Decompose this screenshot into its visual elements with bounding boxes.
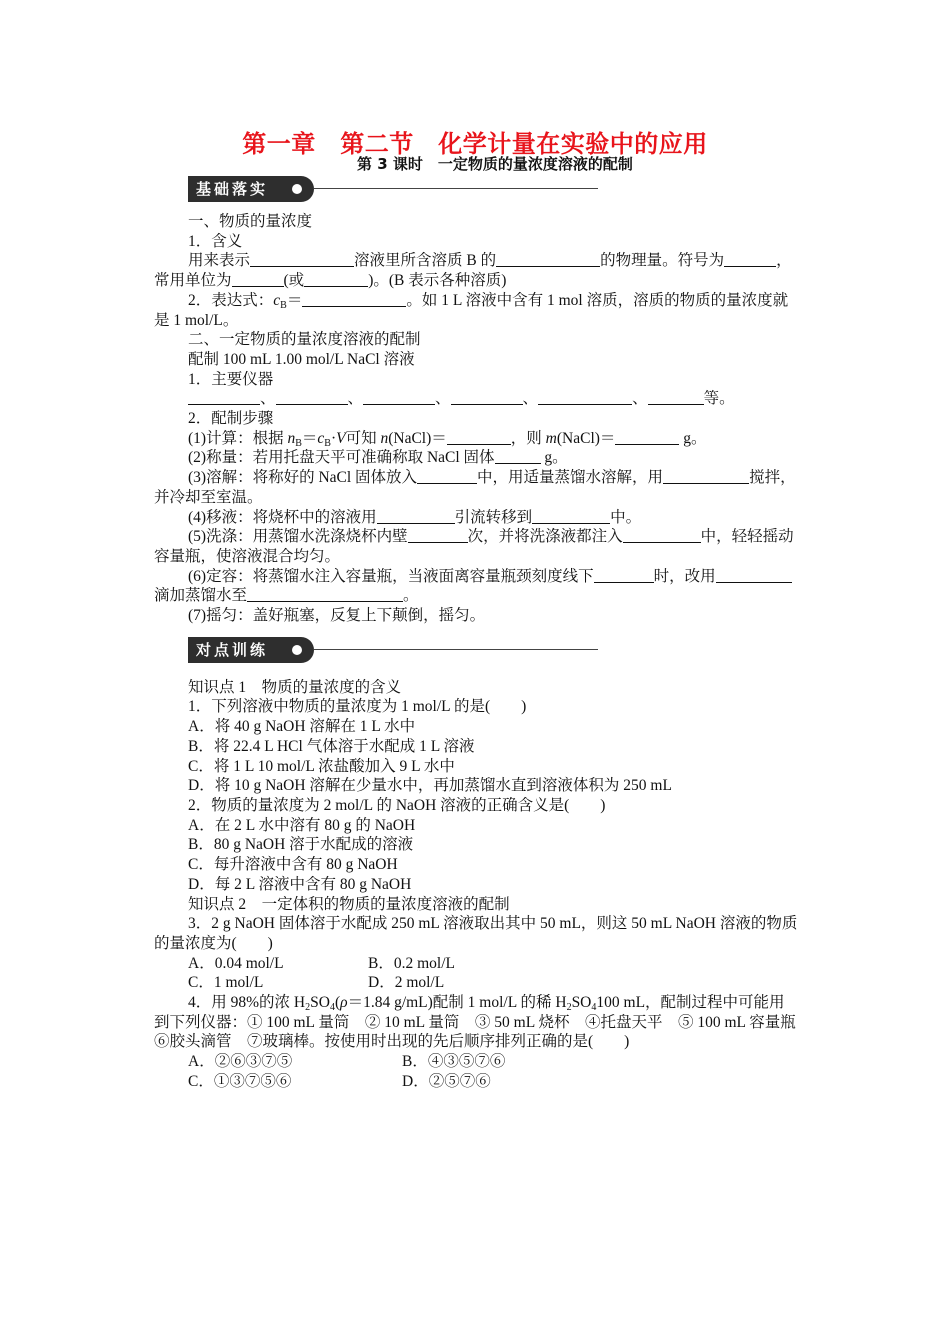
answer-blank[interactable] [250,252,354,267]
section-label: 基础落实 [188,176,314,202]
heading-meaning: 1．含义 [188,232,243,250]
step-fill: (6)定容：将蒸馏水注入容量瓶，当液面离容量瓶颈刻度线下 时，改用滴加蒸馏水至 。 [154,567,800,606]
options-row [154,1072,800,1092]
answer-blank[interactable] [648,390,704,405]
heading-preparation: 二、一定物质的量浓度溶液的配制 [188,331,421,349]
option-3a[interactable]: A．0.04 mol/L [188,954,284,972]
options-row [154,954,800,974]
banner-divider [314,188,598,189]
options-row [154,973,800,993]
step-shake: (7)摇匀：盖好瓶塞，反复上下颠倒，摇匀。 [188,607,486,625]
paragraph-definition: 用来表示 溶液里所含溶质 B 的 的物理量。符号为 ，常用单位为 (或 )。(B 表示各种溶质) [154,252,792,290]
answer-blank[interactable] [496,252,600,267]
question-3: 3．2 g NaOH 固体溶于水配成 250 mL 溶液取出其中 50 mL，则这 50 mL NaOH 溶液的物质的量浓度为( ) [154,915,798,952]
paragraph-expression: 2．表达式：$c_B=$ 。如 1 L 溶液中含有 1 mol 溶质，溶质的物质的量浓度就是 1 mol/L。 [154,291,789,329]
knowledge-point-1: 知识点 1 物质的量浓度的含义 [188,678,402,696]
heading-steps: 2．配制步骤 [188,410,274,428]
option-1a[interactable]: A．将 40 g NaOH 溶解在 1 L 水中 [188,718,416,736]
answer-blank[interactable] [417,469,477,484]
option-2b[interactable]: B．80 g NaOH 溶于水配成的溶液 [188,836,414,854]
answer-blank[interactable] [594,568,654,583]
option-2c[interactable]: C．每升溶液中含有 80 g NaOH [188,856,398,874]
answer-blank[interactable] [732,568,792,583]
answer-blank[interactable] [276,390,348,405]
step-transfer: (4)移液：将烧杯中的溶液用 引流转移到 中。 [188,508,642,526]
step-dissolve: (3)溶解：将称好的 NaCl 固体放入 中，用适量蒸馏水溶解，用 搅拌，并冷却至室温。 [154,469,796,506]
answer-blank[interactable] [495,449,541,464]
lesson-subtitle: 第 3 课时 一定物质的量浓度溶液的配制 [357,155,633,173]
answer-blank[interactable] [615,430,679,445]
section-label: 对点训练 [188,637,314,663]
answer-blank[interactable] [538,390,632,405]
answer-blank[interactable] [247,587,403,602]
knowledge-point-2: 知识点 2 一定体积的物质的量浓度溶液的配制 [188,895,510,913]
answer-blank[interactable] [663,469,741,484]
answer-blank[interactable] [724,252,776,267]
answer-blank[interactable] [232,272,284,287]
answer-blank[interactable] [623,528,701,543]
option-4d[interactable]: D．②⑤⑦⑥ [402,1072,491,1090]
option-4b[interactable]: B．④③⑤⑦⑥ [402,1053,506,1071]
option-2d[interactable]: D．每 2 L 溶液中含有 80 g NaOH [188,875,412,893]
option-4c[interactable]: C．①③⑦⑤⑥ [188,1072,292,1090]
page-title: 第一章 第二节 化学计量在实验中的应用 [242,130,708,158]
answer-blank[interactable] [363,390,435,405]
step-wash: (5)洗涤：用蒸馏水洗涤烧杯内壁 次，并将洗涤液都注入 中，轻轻摇动容量瓶，使溶液混合均匀。 [154,528,794,565]
option-1d[interactable]: D．将 10 g NaOH 溶解在少量水中，再加蒸馏水直到溶液体积为 250 mL [188,777,672,795]
answer-blank[interactable] [716,568,732,583]
preparation-task: 配制 100 mL 1.00 mol/L NaCl 溶液 [188,350,415,368]
instrument-blanks: 、 、 、 、 、 等。 [154,389,800,409]
heading-concentration: 一、物质的量浓度 [188,213,313,230]
answer-blank[interactable] [377,509,455,524]
heading-instruments: 1．主要仪器 [188,370,274,388]
option-1b[interactable]: B．将 22.4 L HCl 气体溶于水配成 1 L 溶液 [188,737,475,755]
answer-blank[interactable] [408,528,468,543]
options-row [154,1052,800,1072]
bullet-dot-icon [292,184,302,194]
step-weigh: (2)称量：若用托盘天平可准确称取 NaCl 固体 g。 [188,449,568,467]
answer-blank[interactable] [302,292,406,307]
answer-blank[interactable] [451,390,523,405]
answer-blank[interactable] [304,272,368,287]
section-banner-basics [188,176,598,202]
option-2a[interactable]: A．在 2 L 水中溶有 80 g 的 NaOH [188,816,416,834]
question-4: 4．用 98%的浓 $H_2SO_4(\rho=1.84$ g/mL)配制 1 mol/L 的稀 $H_2SO_4100$ mL，配制过程中可能用到下列仪器：① 100 mL 量筒 ② 10 mL 量筒 ③ 50 mL 烧杯 ④托盘天平 ⑤ 100 mL 容量瓶 ⑥胶头滴管 ⑦玻璃棒。按使用时出现的先后顺序排列正确的是( ) [154,994,812,1051]
answer-blank[interactable] [741,469,749,484]
step-calculate: (1)计算：根据 $n_B=c_B\cdot V$可知 n(NaCl)＝ ，则 m(NaCl)＝ g。 [188,429,707,449]
worksheet-body [154,212,812,1092]
question-2: 2．物质的量浓度为 2 mol/L 的 NaOH 溶液的正确含义是( ) [188,796,606,814]
answer-blank[interactable] [532,509,610,524]
option-4a[interactable]: A．②⑥③⑦⑤ [188,1053,293,1071]
section-spacer [154,626,800,678]
option-3b[interactable]: B．0.2 mol/L [368,954,455,972]
answer-blank[interactable] [447,430,511,445]
question-1: 1．下列溶液中物质的量浓度为 1 mol/L 的是( ) [188,698,527,716]
answer-blank[interactable] [188,390,260,405]
option-3c[interactable]: C．1 mol/L [188,974,264,992]
option-3d[interactable]: D．2 mol/L [368,974,445,992]
option-1c[interactable]: C．将 1 L 10 mol/L 浓盐酸加入 9 L 水中 [188,757,455,775]
